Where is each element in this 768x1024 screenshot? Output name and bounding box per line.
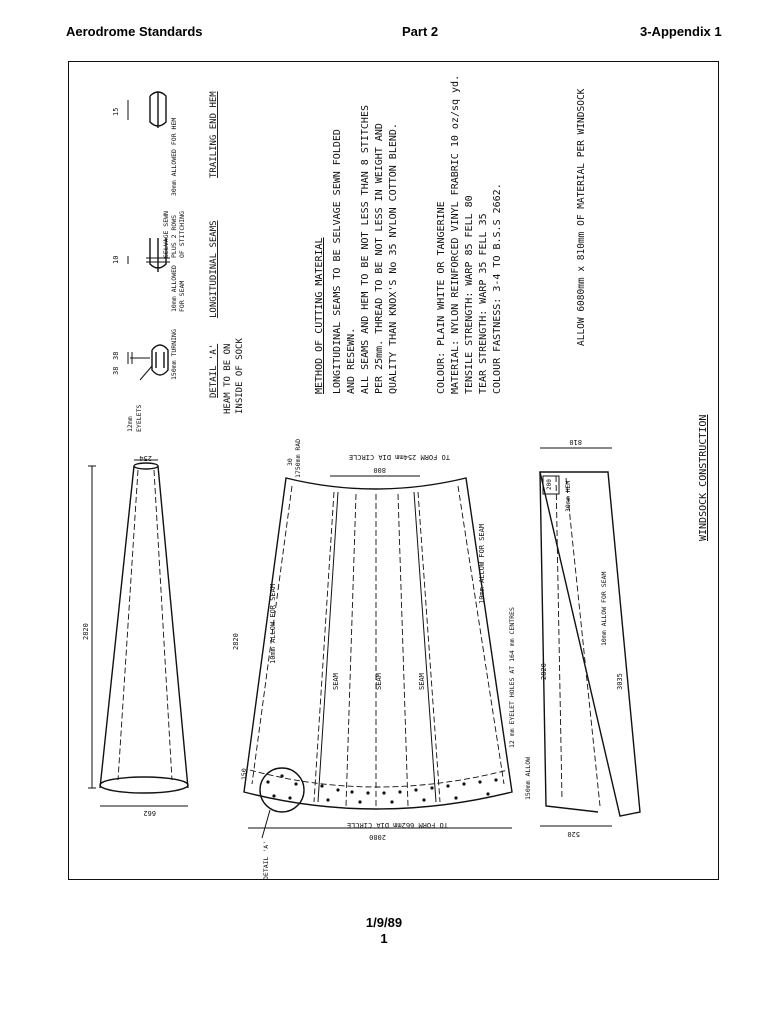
strip-bottom-allow: 150mm ALLOW: [524, 756, 532, 800]
pattern-top-circle: TO FORM 254mm DIA CIRCLE: [348, 453, 450, 461]
longitudinal-allow-2: FOR SEAM: [178, 280, 186, 312]
method-line-5: QUALITY THAN KNOX'S No 35 NYLON COTTON BLEND.: [388, 123, 399, 394]
pattern-top-width: 800: [373, 466, 386, 474]
method-line-1: LONGITUDINAL SEAMS TO BE SELVAGE SEWN FOLDED: [332, 129, 343, 394]
strip-allow-seam: 10mm ALLOW FOR SEAM: [600, 571, 608, 646]
spec-colour: COLOUR: PLAIN WHITE OR TANGERINE: [436, 201, 447, 394]
trailing-dim: 15: [112, 107, 120, 116]
pattern-eyelet-note: 12 mm EYELET HOLES AT 164 mm CENTRES: [508, 607, 516, 748]
strip-bottom-width: 520: [567, 830, 580, 838]
spec-material: MATERIAL: NYLON REINFORCED VINYL FRABRIC 10 oz/sq yd.: [450, 74, 461, 394]
pattern-bottom-width: 2080: [369, 833, 386, 841]
header-title: Aerodrome Standards: [66, 24, 203, 39]
method-line-4: PER 25mm. THREAD TO BE NOT LESS IN WEIGHT AND: [374, 123, 385, 394]
detail-a: [112, 329, 245, 432]
sock-side-view: [82, 454, 188, 817]
strip-length-1: 2820: [540, 663, 548, 680]
pattern-seam-1: SEAM: [332, 673, 340, 690]
detail-a-turning: 150mm TURNING: [170, 329, 178, 380]
method-heading: METHOD OF CUTTING MATERIAL: [314, 237, 325, 394]
detail-a-note-1: HEAM TO BE ON: [223, 343, 233, 414]
pattern-allow-seam-right: 10mm ALLOW FOR SEAM: [478, 523, 486, 604]
pattern-top-offset: 30: [286, 458, 294, 466]
trailing-heading: TRAILING END HEM: [209, 91, 219, 178]
detail-a-note-2: INSIDE OF SOCK: [235, 338, 245, 414]
longitudinal-dim: 10: [112, 255, 120, 264]
sock-bottom-dia: 662: [143, 809, 156, 817]
header-appendix: 3-Appendix 1: [640, 24, 722, 39]
detail-trailing-end-hem: [112, 91, 219, 196]
detail-longitudinal-seams: [112, 211, 219, 318]
trailing-allow: 30mm ALLOWED FOR HEM: [170, 117, 178, 196]
footer-page-number: 1: [380, 931, 388, 946]
spec-tear: TEAR STRENGTH: WARP 35 FELL 35: [478, 213, 489, 394]
spec-tensile: TENSILE STRENGTH: WARP 85 FELL 80: [464, 195, 475, 394]
strip-hem-depth: 200: [546, 479, 553, 490]
method-notes: [314, 105, 399, 394]
strip-length-2: 3035: [616, 673, 624, 690]
strip-top-width: 810: [569, 438, 582, 446]
sock-length: 2820: [82, 623, 90, 640]
detail-a-eyelets-2: EYELETS: [135, 404, 143, 432]
detail-a-dim-2: 38: [112, 351, 120, 360]
longitudinal-allow-1: 10mm ALLOWED: [170, 265, 178, 312]
pattern-detail-ref: DETAIL 'A': [262, 840, 270, 880]
pattern-allow-seam-left: 10mm ALLOW FOR SEAM: [269, 583, 277, 664]
pattern-seam-3: SEAM: [418, 673, 426, 690]
method-line-3: ALL SEAMS AND HEM TO BE NOT LESS THAN 8 STITCHES: [360, 105, 371, 394]
detail-a-dim-1: 38: [112, 366, 120, 375]
detail-a-eyelets-1: 12mm: [126, 416, 134, 432]
allowance-note: ALLOW 6080mm x 810mm OF MATERIAL PER WINDSOCK: [576, 88, 587, 346]
longitudinal-selvage-1: SELVAGE SEWN: [162, 211, 170, 258]
pattern-seam-2: SEAM: [375, 673, 383, 690]
flat-pattern: [232, 439, 516, 880]
strip-pattern: [524, 438, 640, 838]
pattern-radius: 1750mm RAD: [294, 438, 302, 478]
detail-a-heading: DETAIL 'A': [209, 343, 219, 398]
spec-fastness: COLOUR FASTNESS: 3-4 TO B.S.S 2662.: [492, 183, 503, 394]
longitudinal-selvage-2: PLUS 2 ROWS: [170, 214, 178, 258]
material-specs: [436, 75, 503, 394]
longitudinal-heading: LONGITUDINAL SEAMS: [209, 220, 219, 318]
sock-top-dia: 254: [139, 454, 152, 462]
pattern-bottom-circle: TO FORM 662mm DIA CIRCLE: [346, 821, 448, 829]
strip-hem: 30mm HEM: [564, 480, 572, 512]
drawing-title: WINDSOCK CONSTRUCTION: [698, 414, 709, 541]
method-line-2: AND RESEWN.: [346, 327, 357, 394]
pattern-bottom-offset: 150: [240, 768, 248, 780]
pattern-length: 2820: [232, 633, 240, 650]
footer-date: 1/9/89: [365, 915, 403, 930]
longitudinal-selvage-3: OF STITCHING: [178, 211, 186, 258]
header-part: Part 2: [402, 24, 439, 39]
